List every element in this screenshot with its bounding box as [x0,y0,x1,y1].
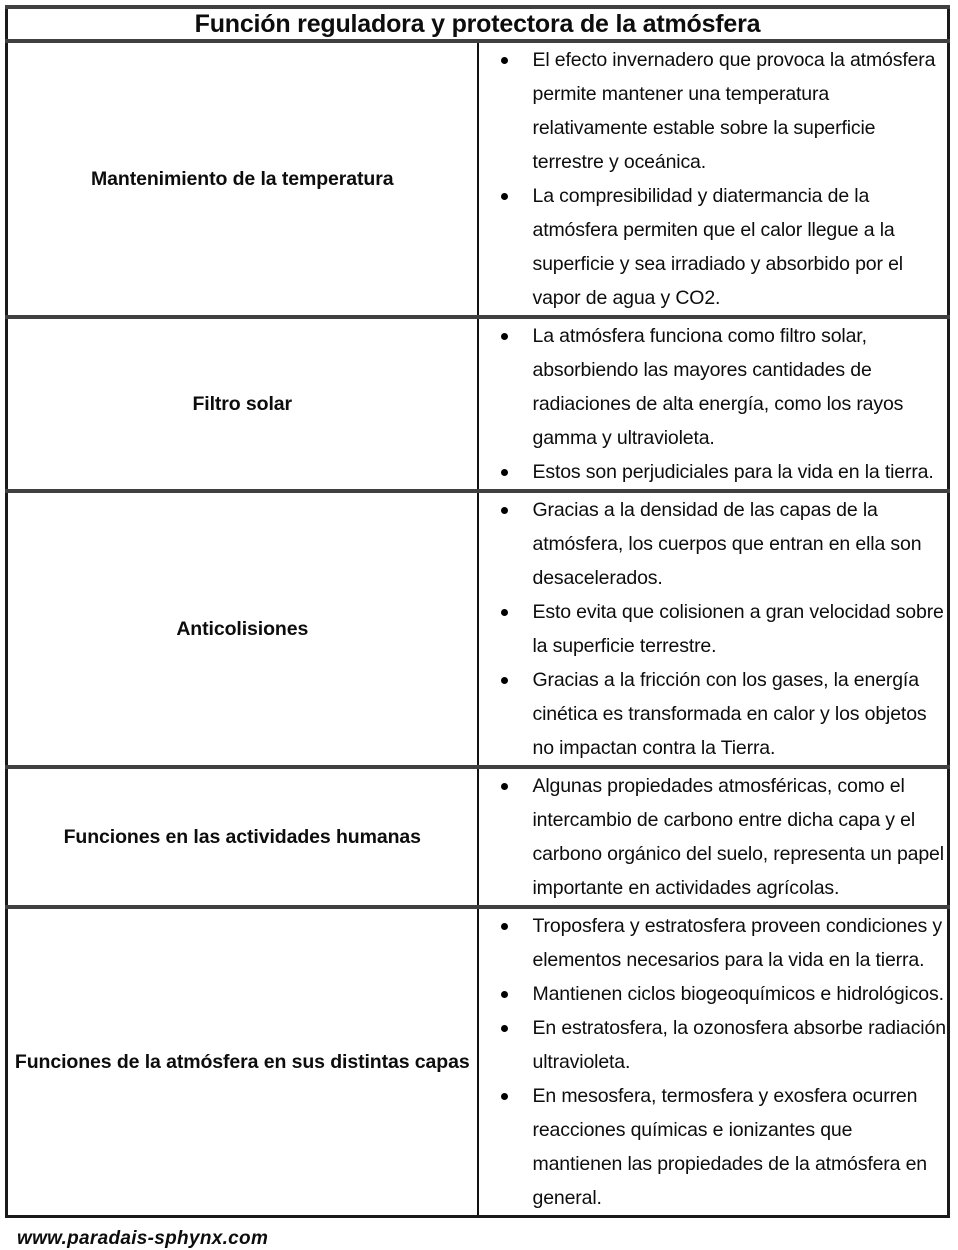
row-label: Anticolisiones [176,617,309,640]
bullet-list [479,43,948,315]
bullet-list [479,769,948,905]
table-row [7,767,949,907]
row-label-cell [7,41,478,317]
bullet-item: En mesosfera, termosfera y exosfera ocurren reacciones químicas e ionizantes que mantienen las propiedades de la atmósfera en general. [479,1079,948,1215]
row-label-cell [7,907,478,1217]
row-label-cell [7,317,478,491]
bullet-item: Gracias a la densidad de las capas de la atmósfera, los cuerpos que entran en ella son desacelerados. [479,493,948,595]
table-title-cell [7,7,949,41]
row-content-cell [478,767,949,907]
bullet-list [479,909,948,1215]
bullet-list [479,493,948,765]
row-content-cell [478,317,949,491]
bullet-item: Mantienen ciclos biogeoquímicos e hidrológicos. [479,977,948,1011]
table-row [7,41,949,317]
page-title: Función reguladora y protectora de la atmósfera [194,10,761,38]
row-content-cell [478,907,949,1217]
bullet-list [479,319,948,489]
bullet-item: Gracias a la fricción con los gases, la energía cinética es transformada en calor y los objetos no impactan contra la Tierra. [479,663,948,765]
bullet-item: La compresibilidad y diatermancia de la atmósfera permiten que el calor llegue a la superficie y sea irradiado y absorbido por el vapor de agua y CO2. [479,179,948,315]
bullet-item: Esto evita que colisionen a gran velocidad sobre la superficie terrestre. [479,595,948,663]
row-content-cell [478,491,949,767]
row-label: Mantenimiento de la temperatura [91,167,394,190]
bullet-item: El efecto invernadero que provoca la atmósfera permite mantener una temperatura relativamente estable sobre la superficie terrestre y oceánica. [479,43,948,179]
bullet-item: Estos son perjudiciales para la vida en la tierra. [479,455,948,489]
table-row [7,317,949,491]
table-row [7,907,949,1217]
row-label: Funciones en las actividades humanas [63,825,421,848]
bullet-item: Algunas propiedades atmosféricas, como el intercambio de carbono entre dicha capa y el carbono orgánico del suelo, representa un papel importante en actividades agrícolas. [479,769,948,905]
row-label-cell [7,767,478,907]
bullet-item: La atmósfera funciona como filtro solar, absorbiendo las mayores cantidades de radiaciones de alta energía, como los rayos gamma y ultravioleta. [479,319,948,455]
table-body [7,7,949,1217]
bullet-item: Troposfera y estratosfera proveen condiciones y elementos necesarios para la vida en la tierra. [479,909,948,977]
row-label: Funciones de la atmósfera en sus distintas capas [14,1050,470,1073]
atmosphere-functions-table [5,5,950,1218]
row-content-cell [478,41,949,317]
bullet-item: En estratosfera, la ozonosfera absorbe radiación ultravioleta. [479,1011,948,1079]
row-label-cell [7,491,478,767]
table-row [7,491,949,767]
row-label: Filtro solar [192,392,293,415]
title-row [7,7,949,41]
watermark-url: www.paradais-sphynx.com [17,1228,269,1249]
